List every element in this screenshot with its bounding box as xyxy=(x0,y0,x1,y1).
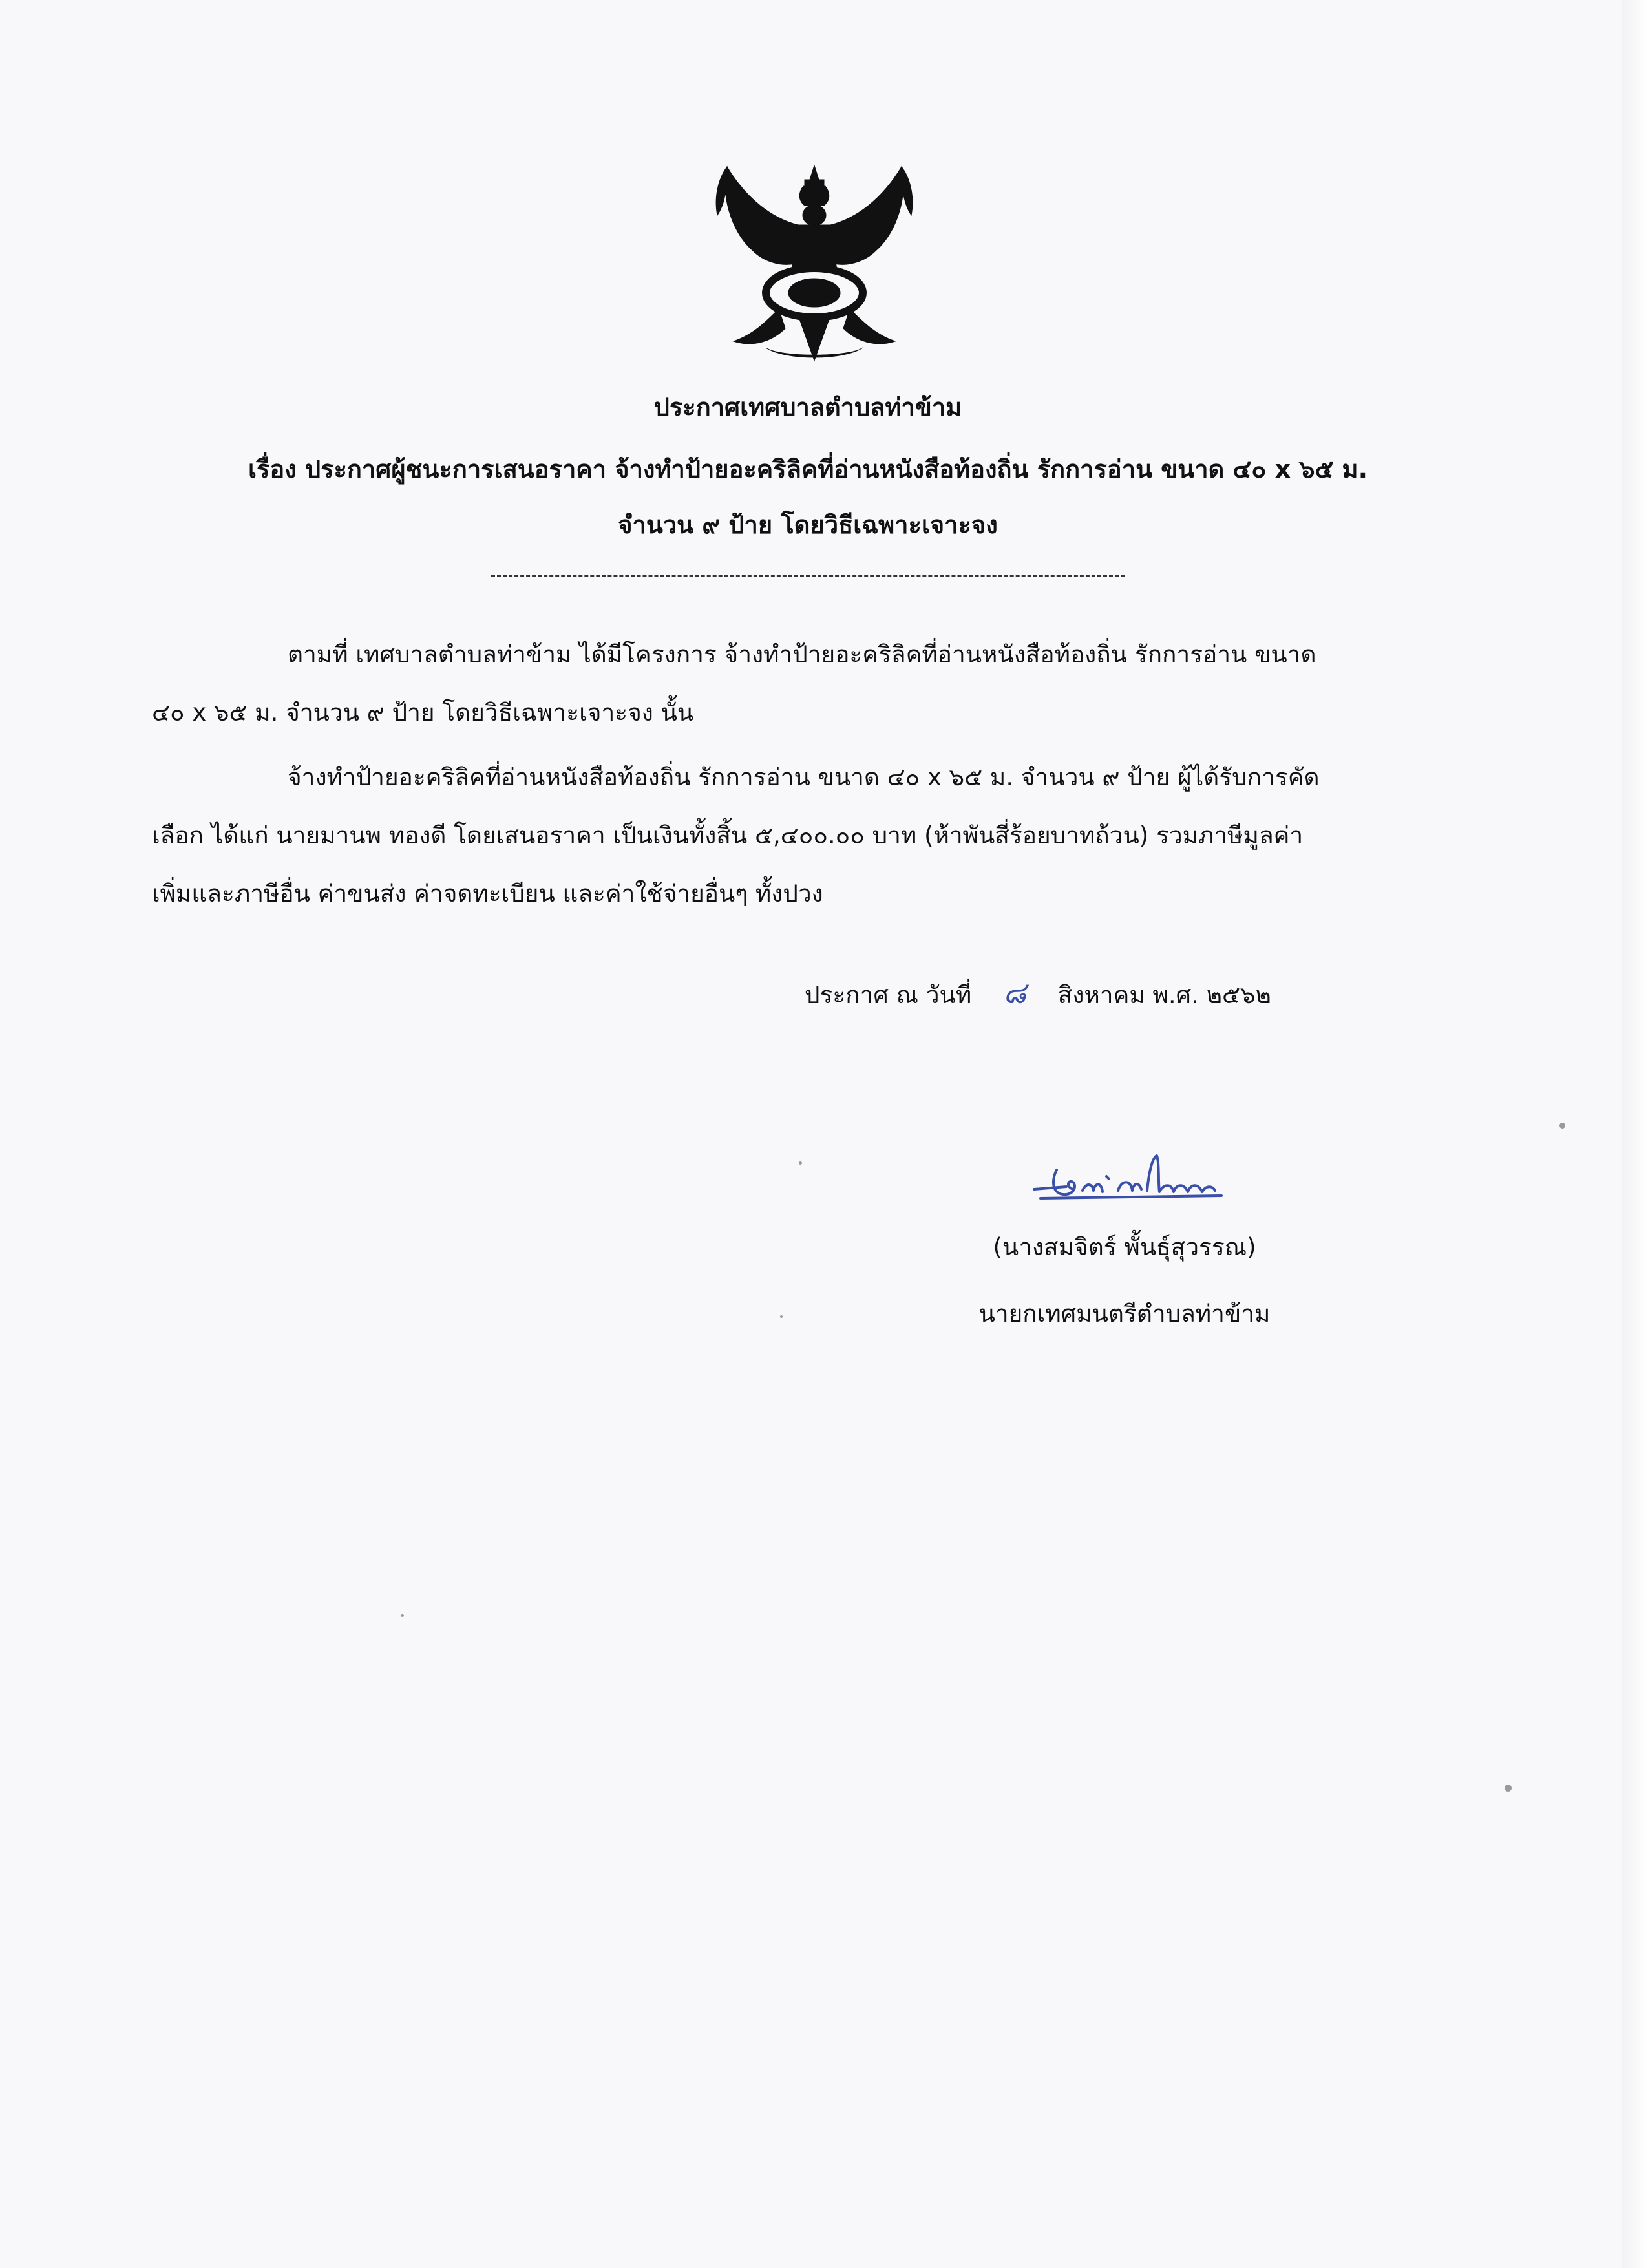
paragraph1-line2: ๔๐ x ๖๕ ม. จำนวน ๙ ป้าย โดยวิธีเฉพาะเจาะจง นั้น xyxy=(152,699,694,726)
paragraph2-line3: เพิ่มและภาษีอื่น ค่าขนส่ง ค่าจดทะเบียน และค่าใช้จ่ายอื่นๆ ทั้งปวง xyxy=(152,880,823,907)
paragraph2-line2: เลือก ได้แก่ นายมานพ ทองดี โดยเสนอราคา เป็นเงินทั้งสิ้น ๕,๔๐๐.๐๐ บาท (ห้าพันสี่ร้อยบาทถ้วน) รวมภาษีมูลค่า xyxy=(152,821,1304,849)
announcement-subject-line1: เรื่อง ประกาศผู้ชนะการเสนอราคา จ้างทำป้ายอะคริลิคที่อ่านหนังสือท้องถิ่น รักการอ่าน ขนาด ๔๐ x ๖๕ ม. xyxy=(248,455,1368,483)
scan-speck xyxy=(1559,1123,1565,1129)
announcement-agency: ประกาศเทศบาลตำบลท่าข้าม xyxy=(653,393,962,421)
date-month-year: สิงหาคม พ.ศ. ๒๕๖๒ xyxy=(1057,981,1271,1009)
scan-speck xyxy=(1505,1785,1512,1792)
paragraph2-line1: จ้างทำป้ายอะคริลิคที่อ่านหนังสือท้องถิ่น รักการอ่าน ขนาด ๔๐ x ๖๕ ม. จำนวน ๙ ป้าย ผู้ได้รับการคัด xyxy=(288,763,1320,791)
handwritten-signature-icon xyxy=(1021,1144,1241,1215)
date-day-handwritten: ๘ xyxy=(1003,975,1026,1010)
scan-speck xyxy=(780,1315,783,1318)
paragraph1-line1: ตามที่ เทศบาลตำบลท่าข้าม ได้มีโครงการ จ้างทำป้ายอะคริลิคที่อ่านหนังสือท้องถิ่น รักการอ่าน ขนาด xyxy=(288,641,1316,668)
garuda-emblem-icon xyxy=(701,154,927,374)
scan-speck xyxy=(799,1161,802,1165)
scan-speck xyxy=(401,1614,404,1617)
announcement-date xyxy=(805,973,1271,1015)
section-divider xyxy=(491,575,1125,577)
date-prefix: ประกาศ ณ วันที่ xyxy=(805,981,972,1009)
scan-edge xyxy=(1622,0,1648,2268)
announcement-subject-line2: จำนวน ๙ ป้าย โดยวิธีเฉพาะเจาะจง xyxy=(618,511,998,539)
signatory-position: นายกเทศมนตรีตำบลท่าข้าม xyxy=(978,1300,1271,1328)
signatory-name: (นางสมจิตร์ พั้นธุ์สุวรรณ) xyxy=(993,1233,1256,1261)
